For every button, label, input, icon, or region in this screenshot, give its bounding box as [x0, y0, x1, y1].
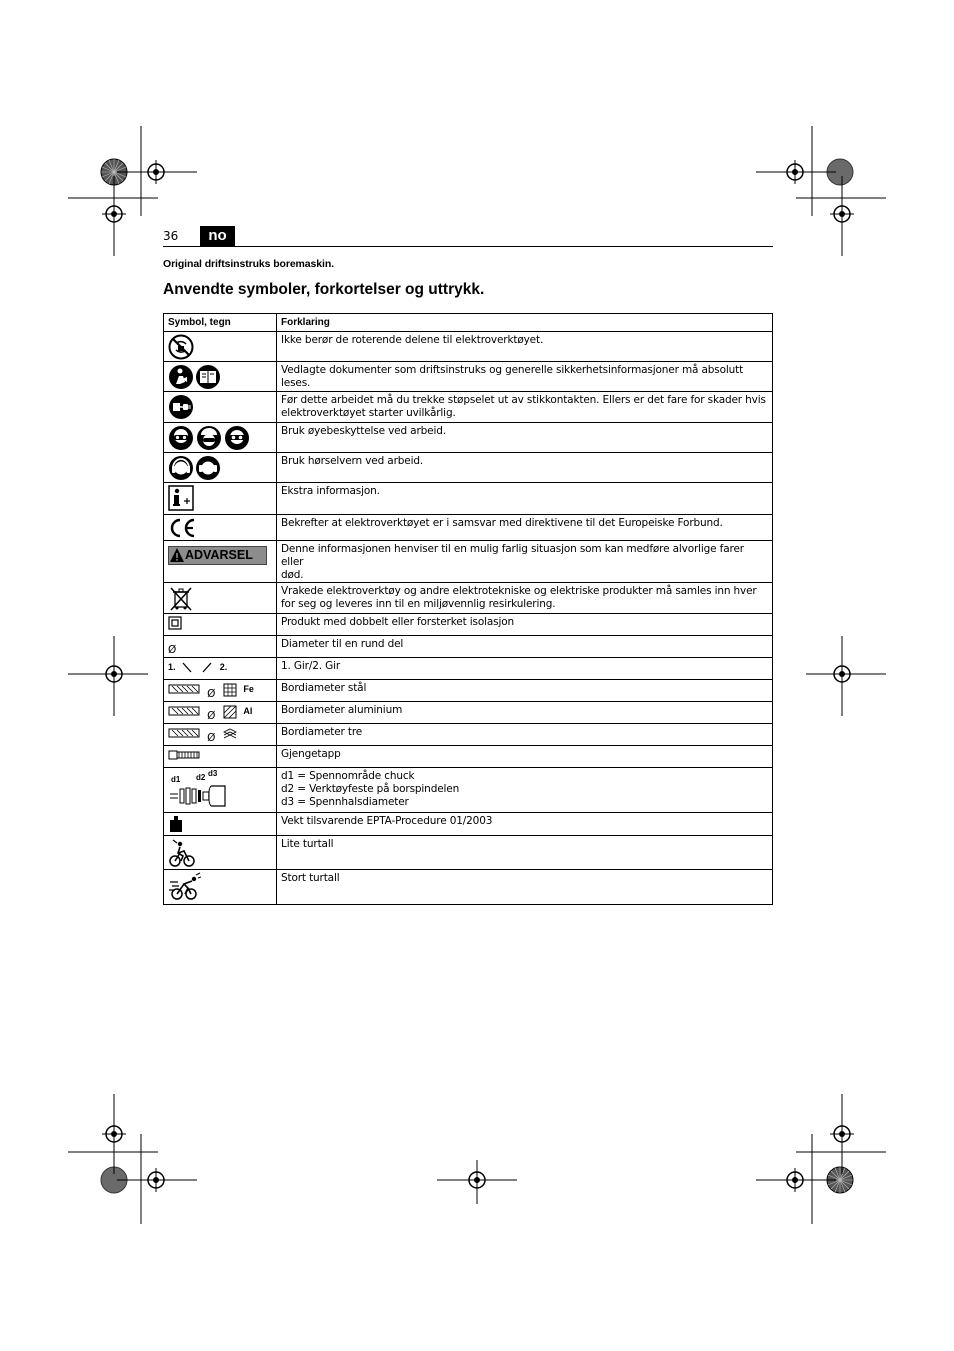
section-title: Anvendte symboler, forkortelser og uttrykk.: [163, 281, 485, 298]
diameter-symbol: Ø: [207, 710, 216, 722]
symbol-cell: [164, 483, 277, 515]
description-cell: Ikke berør de roterende delene til elektroverktøyet.: [277, 332, 773, 362]
table-row: [164, 702, 773, 724]
high-speed-cyclist-icon: [168, 872, 202, 902]
d3-label: d3: [208, 769, 218, 778]
symbols-table: [163, 313, 773, 905]
symbol-cell: [164, 680, 277, 702]
registration-crosshair-icon: [756, 1134, 836, 1224]
description-cell: Bekrefter at elektroverktøyet er i samsvar med direktivene til det Europeiske Forbund.: [277, 515, 773, 541]
no-touch-rotating-icon: [168, 334, 194, 360]
description-cell: Stort turtall: [277, 870, 773, 905]
info-icon: [168, 485, 194, 511]
registration-crosshair-icon: [437, 1160, 517, 1204]
symbol-cell: [164, 332, 277, 362]
description-cell: 1. Gir/2. Gir: [277, 658, 773, 680]
table-header-row: [164, 314, 773, 332]
description-cell: Bordiameter aluminium: [277, 702, 773, 724]
language-badge: no: [200, 226, 235, 246]
symbol-cell: [164, 541, 277, 583]
description-cell: Bordiameter tre: [277, 724, 773, 746]
table-row: [164, 813, 773, 836]
thread-tap-icon: [168, 748, 202, 762]
description-cell: Diameter til en rund del: [277, 636, 773, 658]
weight-icon: [168, 815, 184, 833]
table-row: [164, 724, 773, 746]
symbol-cell: [164, 702, 277, 724]
registration-crosshair-icon: [68, 636, 148, 716]
symbol-cell: [164, 836, 277, 870]
symbol-cell: [164, 515, 277, 541]
drill-aluminium-icon: [222, 704, 238, 720]
symbol-cell: [164, 658, 277, 680]
registration-crosshair-icon: [806, 636, 886, 716]
description-cell: Gjengetapp: [277, 746, 773, 768]
description-cell: Bruk øyebeskyttelse ved arbeid.: [277, 423, 773, 453]
table-row: [164, 515, 773, 541]
symbol-cell: [164, 768, 277, 813]
description-cell: Ekstra informasjon.: [277, 483, 773, 515]
warning-triangle-icon: [169, 547, 185, 568]
warning-label: ADVARSEL: [168, 546, 267, 565]
table-row: [164, 836, 773, 870]
symbol-cell: [164, 614, 277, 636]
gear-1-label: 1.: [168, 662, 176, 672]
d2-label: d2: [196, 773, 206, 782]
page-number: 36: [163, 229, 179, 243]
header-divider: [163, 246, 773, 247]
weee-bin-icon: [168, 585, 194, 611]
symbol-cell: [164, 636, 277, 658]
symbol-cell: [164, 746, 277, 768]
table-row: [164, 614, 773, 636]
symbol-cell: [164, 392, 277, 423]
chuck-dimensions-icon: [168, 770, 234, 810]
table-row: [164, 583, 773, 614]
column-header-explanation: Forklaring: [277, 314, 773, 332]
description-cell: Før dette arbeidet må du trekke støpselet ut av stikkontakten. Ellers er det fare for skader hvis elektroverktøyet starter uvilkårlig.: [277, 392, 773, 423]
table-row: [164, 483, 773, 515]
material-label: Fe: [243, 684, 254, 694]
table-row: [164, 423, 773, 453]
drill-wood-icon: [222, 726, 238, 742]
read-manual-icon: [168, 364, 222, 390]
column-header-symbol: Symbol, tegn: [164, 314, 277, 332]
d1-label: d1: [171, 775, 181, 784]
registration-crosshair-icon: [796, 176, 886, 256]
symbol-cell: [164, 870, 277, 905]
symbol-cell: [164, 453, 277, 483]
table-row: [164, 636, 773, 658]
ce-mark-icon: [168, 517, 196, 539]
drill-bit-icon: [168, 682, 200, 696]
table-row: [164, 541, 773, 583]
diameter-symbol: Ø: [207, 732, 216, 744]
drill-bit-icon: [168, 726, 200, 740]
symbol-cell: [164, 583, 277, 614]
description-cell: d1 = Spennområde chuck d2 = Verktøyfeste på borspindelen d3 = Spennhalsdiameter: [277, 768, 773, 813]
ear-protection-icon: [168, 455, 222, 481]
table-row: [164, 453, 773, 483]
description-cell: Vrakede elektroverktøy og andre elektrotekniske og elektriske produkter må samles inn hver for seg og leveres inn til en miljøvennlig resirkulering.: [277, 583, 773, 614]
table-row: [164, 870, 773, 905]
table-row: [164, 392, 773, 423]
gear-selection-icon: [181, 660, 215, 674]
double-insulation-icon: [168, 616, 182, 630]
description-cell: Vedlagte dokumenter som driftsinstruks og generelle sikkerhetsinformasjoner må absolutt leses.: [277, 362, 773, 392]
table-row: [164, 362, 773, 392]
description-cell: Lite turtall: [277, 836, 773, 870]
diameter-symbol: Ø: [207, 688, 216, 700]
description-cell: Bordiameter stål: [277, 680, 773, 702]
low-speed-cyclist-icon: [168, 838, 196, 868]
description-cell: Denne informasjonen henviser til en mulig farlig situasjon som kan medføre alvorlige farer eller død.: [277, 541, 773, 583]
description-cell: Produkt med dobbelt eller forsterket isolasjon: [277, 614, 773, 636]
unplug-icon: [168, 394, 194, 420]
eye-protection-icon: [168, 425, 250, 451]
table-row: [164, 658, 773, 680]
description-cell: Vekt tilsvarende EPTA-Procedure 01/2003: [277, 813, 773, 836]
table-row: [164, 332, 773, 362]
description-cell: Bruk hørselvern ved arbeid.: [277, 453, 773, 483]
symbol-cell: [164, 724, 277, 746]
drill-steel-icon: [222, 682, 238, 698]
symbol-cell: [164, 362, 277, 392]
drill-bit-icon: [168, 704, 200, 718]
registration-crosshair-icon: [117, 1134, 197, 1224]
registration-crosshair-icon: [68, 176, 158, 256]
table-row: [164, 746, 773, 768]
table-row: [164, 680, 773, 702]
material-label: Al: [243, 706, 253, 716]
symbol-cell: [164, 813, 277, 836]
gear-2-label: 2.: [219, 662, 228, 672]
document-subtitle: Original driftsinstruks boremaskin.: [163, 258, 334, 270]
diameter-icon: Ø: [168, 644, 177, 656]
symbol-cell: [164, 423, 277, 453]
table-row: [164, 768, 773, 813]
